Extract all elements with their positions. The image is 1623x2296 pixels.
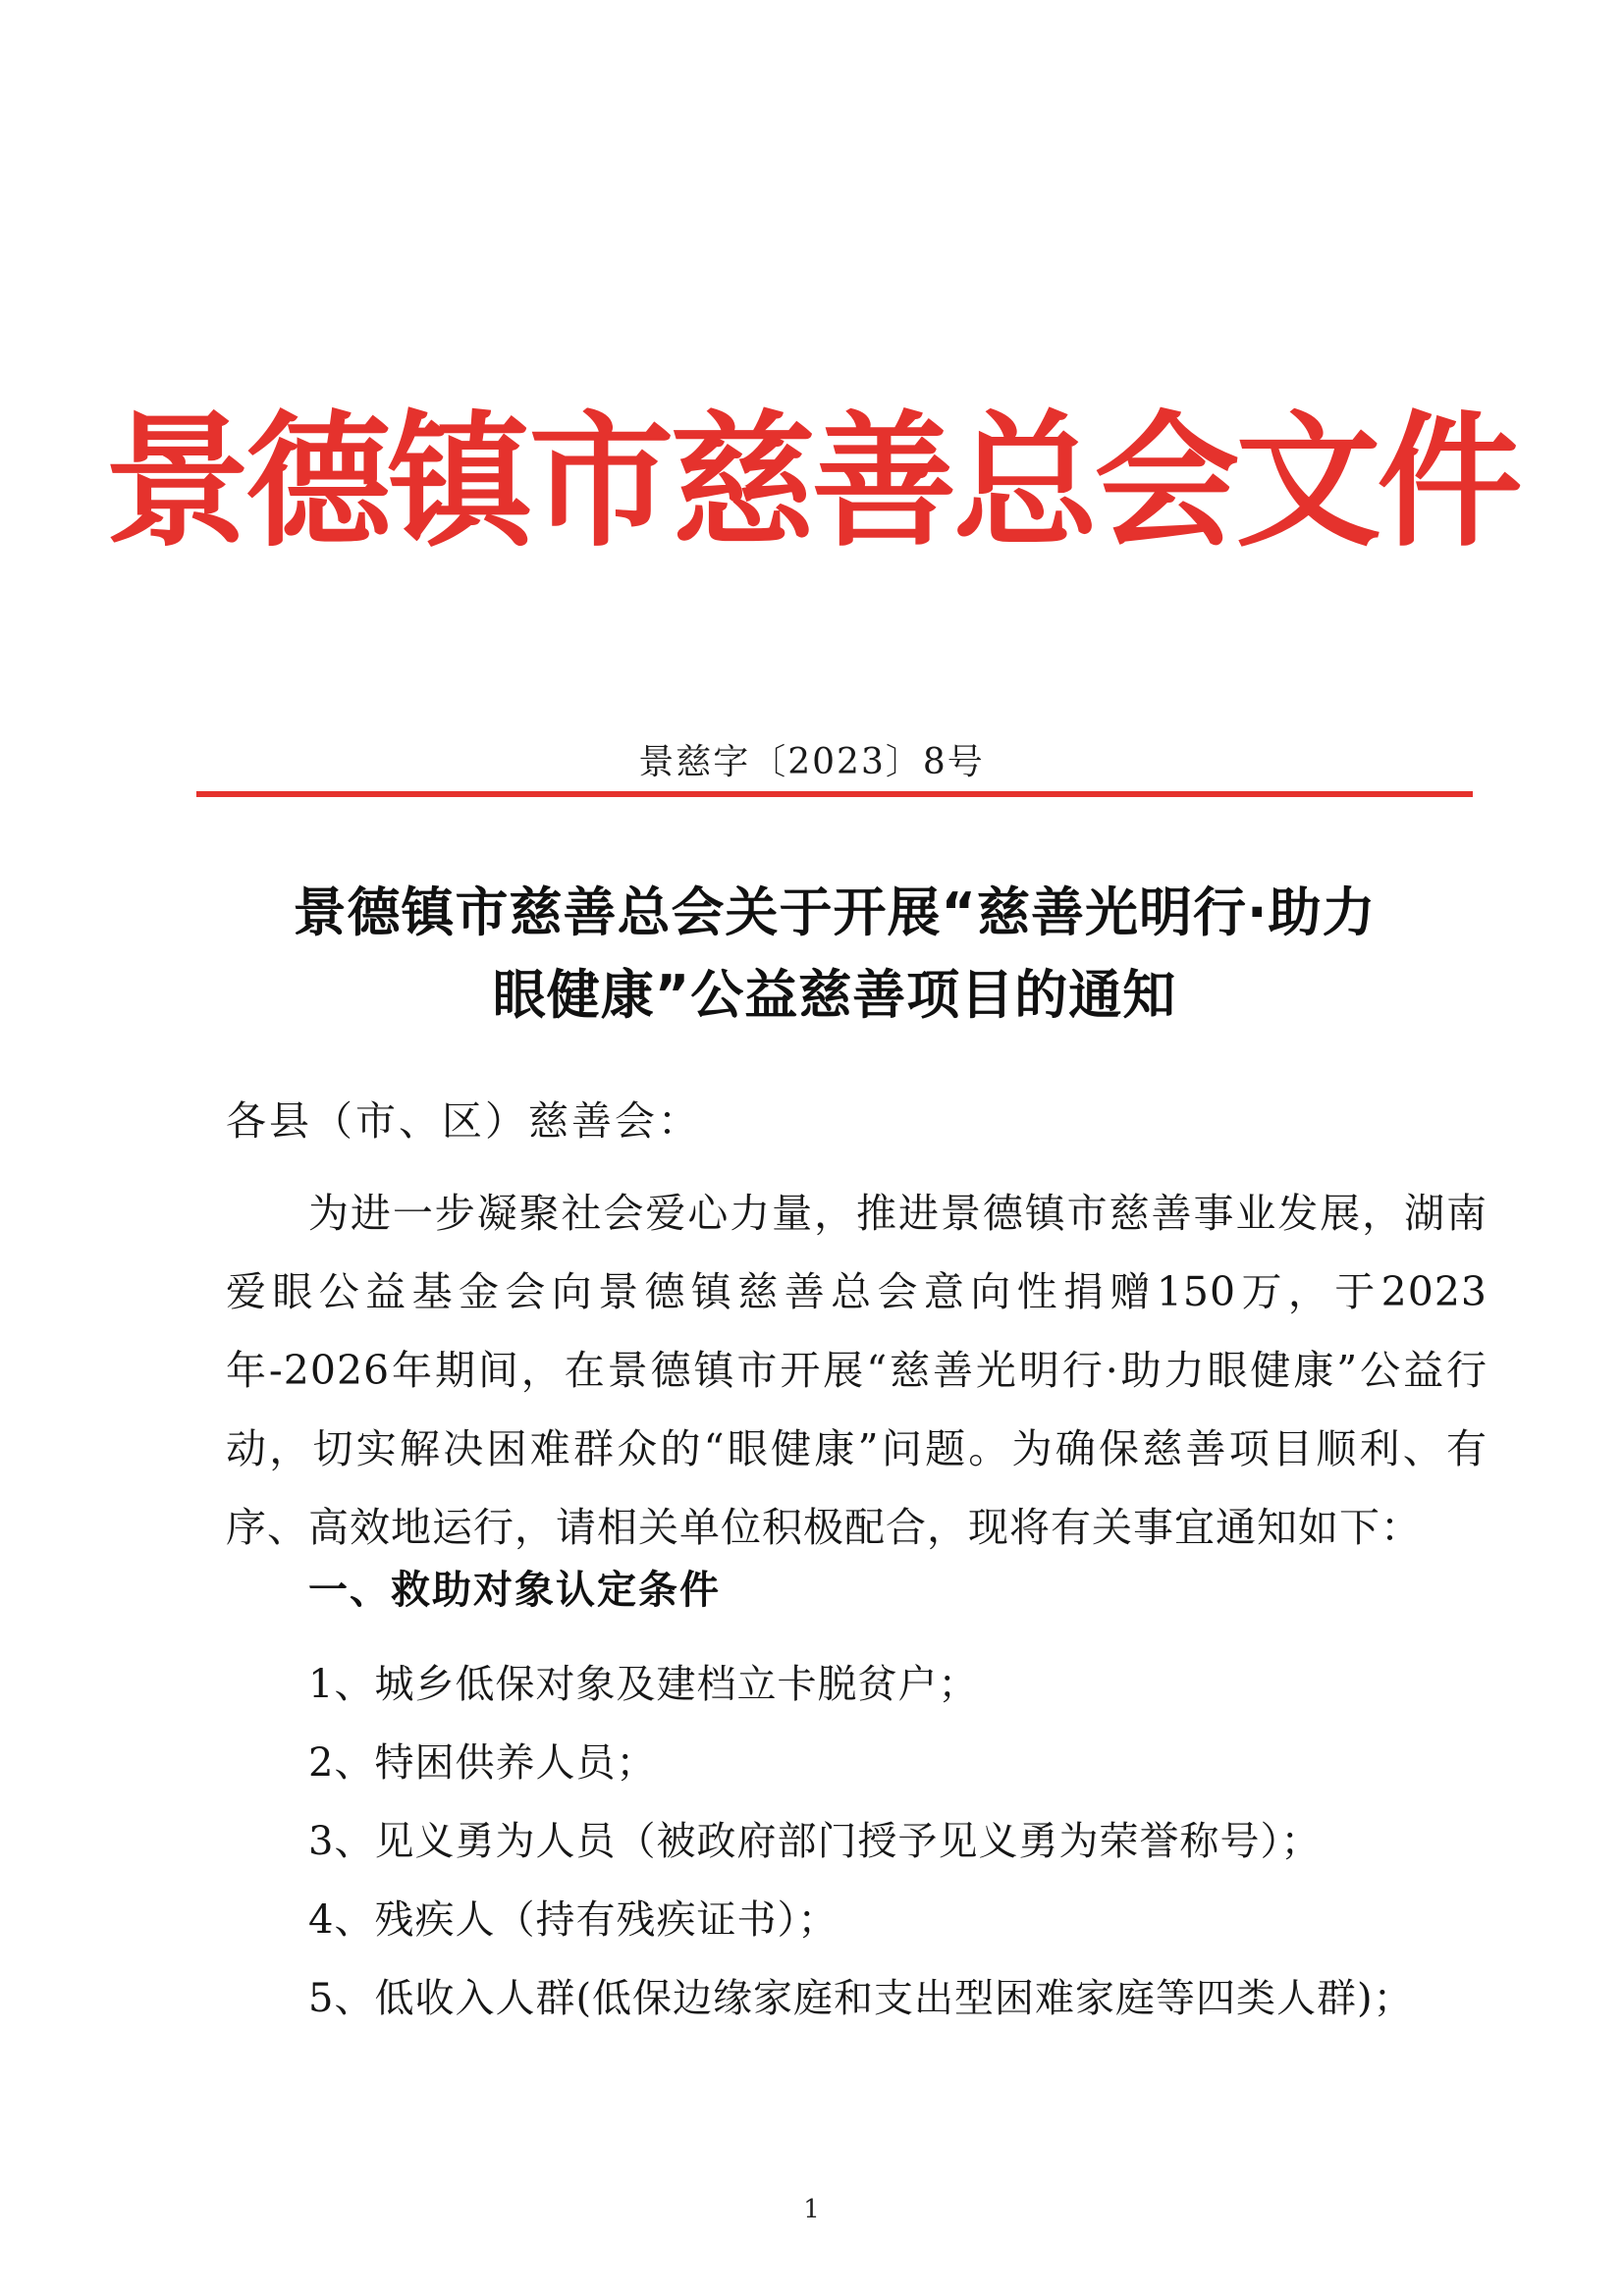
list-item: 2、特困供养人员； (308, 1740, 657, 1786)
notice-title-line-2: 眼健康”公益慈善项目的通知 (492, 964, 1177, 1026)
list-item: 5、低收入人群(低保边缘家庭和支出型困难家庭等四类人群)； (308, 1976, 1414, 2021)
list-item: 1、城乡低保对象及建档立卡脱贫户； (308, 1662, 979, 1707)
notice-title (177, 872, 1492, 1037)
notice-title-line-1: 景德镇市慈善总会关于开展“慈善光明行·助力 (293, 881, 1377, 943)
document-number: 景慈字〔2023〕8号 (638, 742, 985, 782)
intro-paragraph: 为进一步凝聚社会爱心力量，推进景德镇市慈善事业发展，湖南爱眼公益基金会向景德镇慈善总会意向性捐赠150万，于2023年-2026年期间，在景德镇市开展“慈善光明行·助力眼健康”公益行动，切实解决困难群众的“眼健康”问题。为确保慈善项目顺利、有序、高效地运行，请相关单位积极配合，现将有关事宜通知如下： (226, 1190, 1488, 1551)
list-item: 4、残疾人（持有残疾证书）； (308, 1897, 839, 1943)
eligibility-list (308, 1645, 1487, 2038)
masthead-title: 景德镇市慈善总会文件 (104, 396, 1519, 566)
salutation: 各县（市、区）慈善会： (226, 1097, 701, 1145)
section-heading-eligibility: 一、救助对象认定条件 (308, 1568, 721, 1613)
page-number: 1 (803, 2195, 820, 2224)
list-item: 3、见义勇为人员（被政府部门授予见义勇为荣誉称号）； (308, 1819, 1322, 1864)
red-divider-line (196, 791, 1473, 797)
